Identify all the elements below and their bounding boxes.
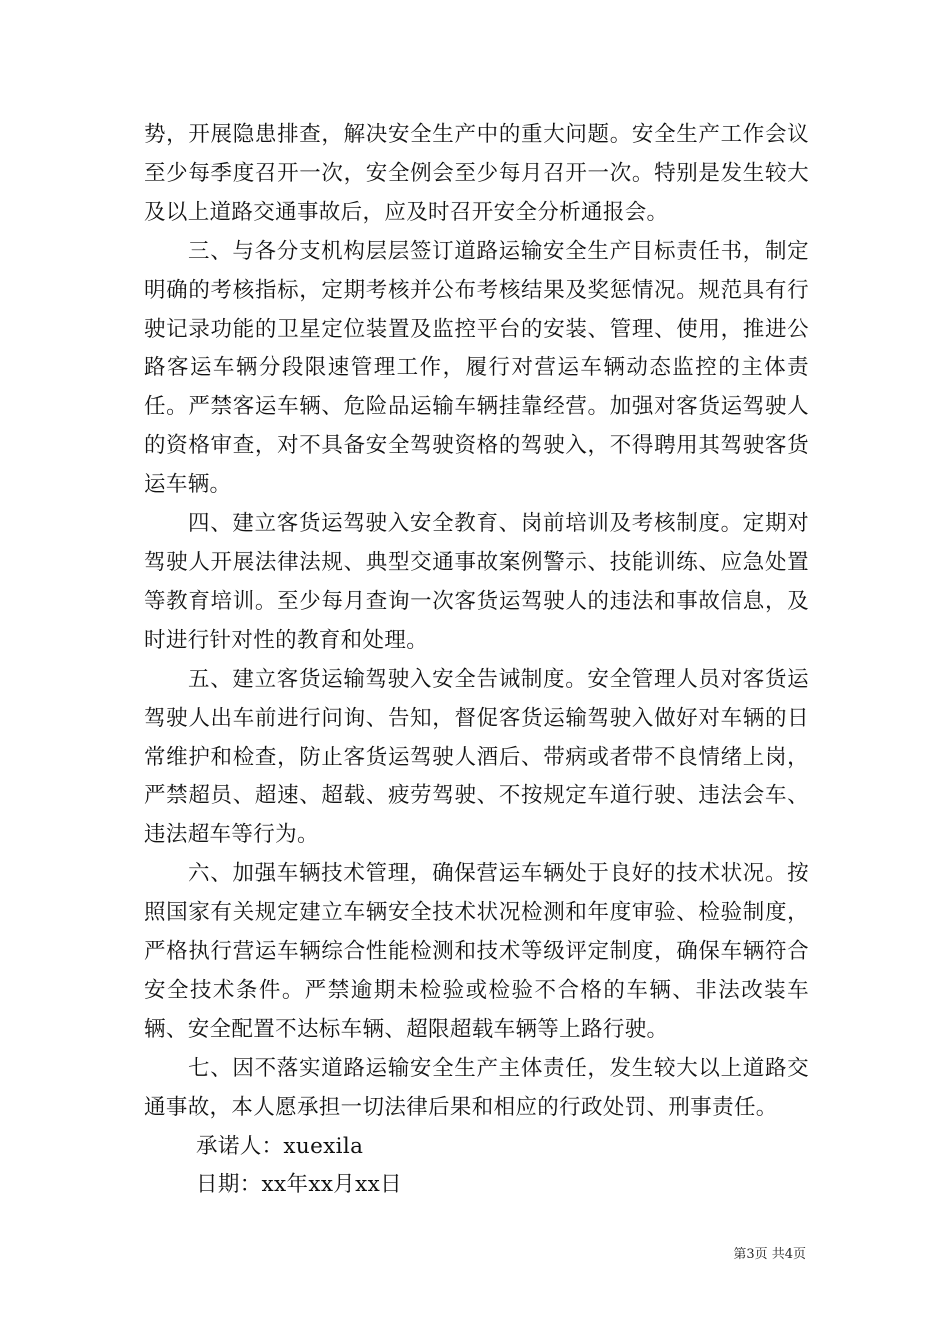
promisor-line: 承诺人：xuexila: [196, 1133, 364, 1159]
paragraph-item-4: 四、建立客货运驾驶入安全教育、岗前培训及考核制度。定期对驾驶人开展法律法规、典型交通事故案例警示、技能训练、应急处置等教育培训。至少每月查询一次客货运驾驶人的违法和事故信息，及时进行针对性的教育和处理。: [144, 511, 809, 653]
document-body: [144, 116, 809, 1205]
paragraph-item-7: 七、因不落实道路运输安全生产主体责任，发生较大以上道路交通事故，本人愿承担一切法律后果和相应的行政处罚、刑事责任。: [144, 1055, 809, 1120]
page-number-footer: 第3页 共4页: [733, 1247, 806, 1262]
paragraph-item-5: 五、建立客货运输驾驶入安全告诫制度。安全管理人员对客货运驾驶人出车前进行问询、告知，督促客货运输驾驶入做好对车辆的日常维护和检查，防止客货运驾驶人酒后、带病或者带不良情绪上岗，严禁超员、超速、超载、疲劳驾驶、不按规定车道行驶、违法会车、违法超车等行为。: [144, 666, 809, 848]
date-line: 日期：xx年xx月xx日: [196, 1172, 402, 1198]
paragraph-item-6: 六、加强车辆技术管理，确保营运车辆处于良好的技术状况。按照国家有关规定建立车辆安全技术状况检测和年度审验、检验制度，严格执行营运车辆综合性能检测和技术等级评定制度，确保车辆符合安全技术条件。严禁逾期未检验或检验不合格的车辆、非法改装车辆、安全配置不达标车辆、超限超载车辆等上路行驶。: [144, 861, 809, 1042]
paragraph-item-3: 三、与各分支机构层层签订道路运输安全生产目标责任书，制定明确的考核指标，定期考核并公布考核结果及奖惩情况。规范具有行驶记录功能的卫星定位装置及监控平台的安装、管理、使用，推进公路客运车辆分段限速管理工作，履行对营运车辆动态监控的主体责任。严禁客运车辆、危险品运输车辆挂靠经营。加强对客货运驾驶人的资格审查，对不具备安全驾驶资格的驾驶入，不得聘用其驾驶客货运车辆。: [144, 238, 809, 498]
paragraph-continuation: 势，开展隐患排查，解决安全生产中的重大问题。安全生产工作会议至少每季度召开一次，安全例会至少每月召开一次。特别是发生较大及以上道路交通事故后，应及时召开安全分析通报会。: [144, 122, 809, 225]
